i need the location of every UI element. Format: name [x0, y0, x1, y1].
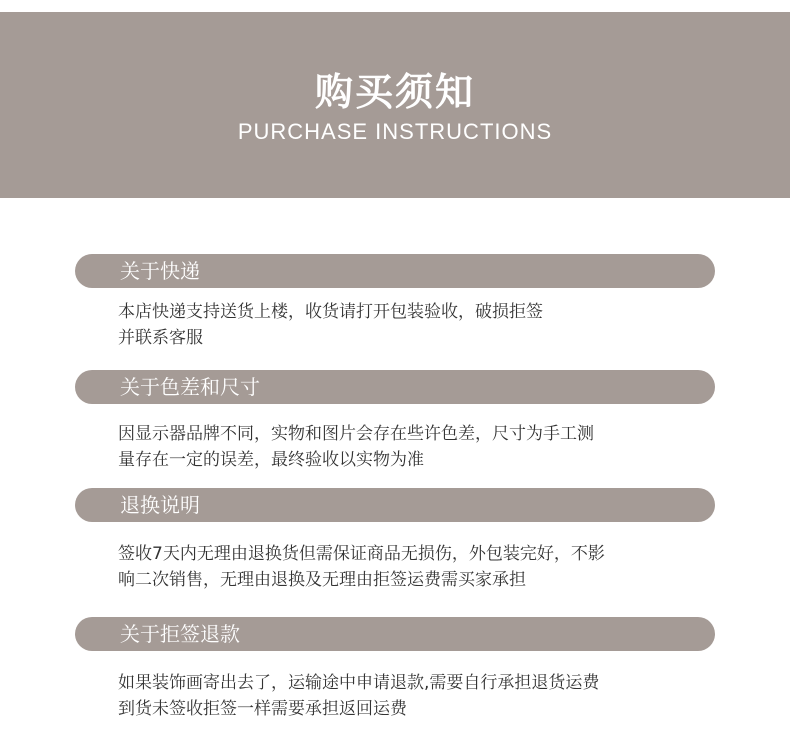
section-text-returns — [118, 541, 708, 593]
page-title: 购买须知 — [314, 69, 475, 114]
section-heading-refund: 关于拒签退款 — [75, 617, 715, 651]
section-text-color-size — [118, 421, 708, 473]
text-line: 量存在一定的误差，最终验收以实物为准 — [118, 450, 424, 470]
text-line: 响二次销售，无理由退换及无理由拒签运费需买家承担 — [118, 570, 526, 590]
text-line: 如果装饰画寄出去了，运输途中申请退款,需要自行承担退货运费 — [118, 673, 600, 693]
header-banner — [0, 12, 790, 198]
section-heading-returns: 退换说明 — [75, 488, 715, 522]
section-text-express — [118, 299, 708, 351]
text-line: 本店快递支持送货上楼，收货请打开包装验收，破损拒签 — [118, 302, 543, 322]
text-line: 到货未签收拒签一样需要承担返回运费 — [118, 699, 407, 719]
text-line: 因显示器品牌不同，实物和图片会存在些许色差，尺寸为手工测 — [118, 424, 594, 444]
section-heading-express: 关于快递 — [75, 254, 715, 288]
section-text-refund — [118, 670, 708, 722]
text-line: 并联系客服 — [118, 328, 203, 348]
page-subtitle: PURCHASE INSTRUCTIONS — [237, 119, 553, 144]
text-line: 签收7天内无理由退换货但需保证商品无损伤，外包装完好，不影 — [118, 544, 605, 564]
section-heading-color-size: 关于色差和尺寸 — [75, 370, 715, 404]
